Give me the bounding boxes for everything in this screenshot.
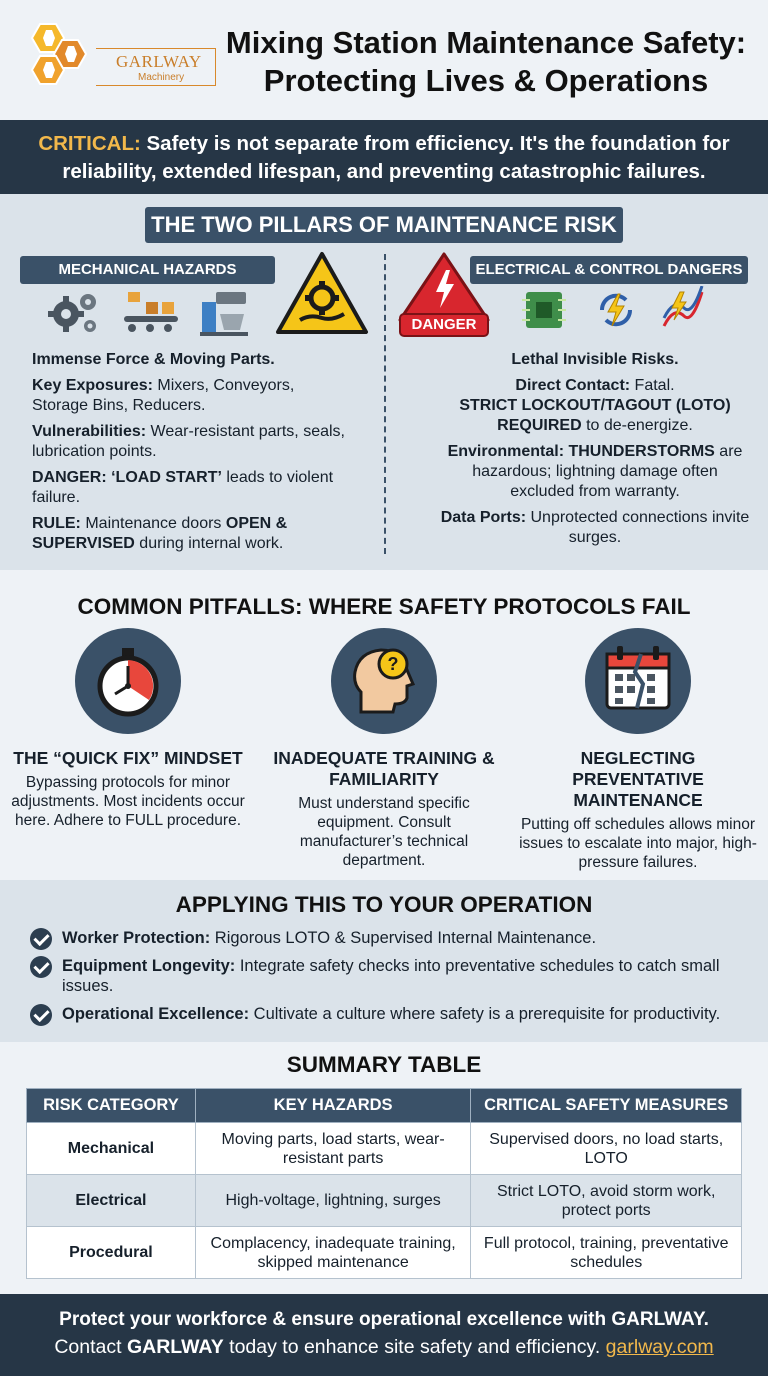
pitfall-text: Must understand specific equipment. Consult manufacturer’s technical department. (298, 795, 470, 869)
table-cell: Mechanical (27, 1123, 196, 1175)
table-cell: Supervised doors, no load starts, LOTO (471, 1123, 742, 1175)
load-start-label: DANGER: ‘LOAD START’ (32, 469, 222, 486)
pillars-title: THE TWO PILLARS OF MAINTENANCE RISK (145, 207, 623, 243)
footer (0, 1294, 768, 1376)
exposures-text: Mixers, Conveyors, Storage Bins, Reducers. (32, 377, 295, 414)
table-cell: Moving parts, load starts, wear-resistant parts (195, 1123, 471, 1175)
applying-list (30, 928, 750, 1032)
conveyor-icon (120, 288, 182, 338)
check-circle-icon (30, 1004, 52, 1026)
list-item (30, 928, 750, 948)
electrical-direct-contact (440, 376, 750, 436)
mechanical-danger (32, 468, 352, 508)
table-cell: Complacency, inadequate training, skipped maintenance (195, 1227, 471, 1279)
table-cell: Strict LOTO, avoid storm work, protect ports (471, 1175, 742, 1227)
vulnerabilities-label: Vulnerabilities: (32, 423, 147, 440)
gears-icon (46, 288, 102, 338)
pitfall-title: THE “QUICK FIX” MINDSET (13, 748, 243, 768)
footer-line-2 (0, 1334, 768, 1360)
footer-line-1: Protect your workforce & ensure operational excellence with GARLWAY. (59, 1309, 709, 1330)
page-title (212, 24, 760, 100)
header (0, 0, 768, 120)
pitfall-quick-fix (8, 628, 248, 830)
rule-label: RULE: (32, 515, 81, 532)
mechanical-vulnerabilities (32, 422, 352, 462)
mechanical-header: MECHANICAL HAZARDS (20, 256, 275, 284)
critical-text-a: Safety is not separate from efficiency. It's the foundation for (140, 132, 730, 155)
applying-title: APPLYING THIS TO YOUR OPERATION (175, 892, 593, 917)
footer-text-a: Contact (54, 1336, 127, 1358)
item-label: Worker Protection: (62, 929, 211, 947)
danger-sign-label: DANGER (411, 316, 477, 333)
direct-contact-text: Fatal. (630, 377, 675, 394)
summary-section (0, 1042, 768, 1294)
item-text: Rigorous LOTO & Supervised Internal Maintenance. (210, 929, 597, 947)
rule-text-a: Maintenance doors (80, 515, 226, 532)
table-cell: High-voltage, lightning, surges (195, 1175, 471, 1227)
pillars-section (0, 194, 768, 570)
data-ports-text: Unprotected connections invite surges. (526, 509, 750, 546)
critical-text-b: reliability, extended lifespan, and preventing catastrophic failures. (62, 160, 706, 183)
svg-text:?: ? (387, 654, 399, 674)
column-header: CRITICAL SAFETY MEASURES (471, 1089, 742, 1123)
pitfalls-section (0, 570, 768, 880)
footer-text-b: today to enhance site safety and efficiency. (223, 1336, 606, 1358)
mechanical-rule (32, 514, 352, 554)
item-label: Operational Excellence: (62, 1005, 250, 1023)
list-item (30, 956, 750, 996)
power-surge-icon (658, 286, 706, 334)
applying-section (0, 880, 768, 1042)
pitfall-text: Putting off schedules allows minor issues to escalate into major, high-pressure failures. (519, 816, 757, 871)
electrical-lead: Lethal Invisible Risks. (511, 351, 679, 368)
warning-hand-gear-icon (274, 250, 370, 336)
footer-brand: GARLWAY (126, 1336, 224, 1358)
pitfall-icon-circle (75, 628, 181, 734)
electrical-details (440, 350, 750, 554)
table-row (27, 1123, 742, 1175)
pitfalls-title: COMMON PITFALLS: WHERE SAFETY PROTOCOLS FAIL (77, 594, 691, 619)
summary-table (26, 1088, 742, 1279)
table-row (27, 1175, 742, 1227)
electrical-header: ELECTRICAL & CONTROL DANGERS (470, 256, 748, 284)
data-ports-label: Data Ports: (440, 509, 527, 526)
electrical-data-ports (440, 508, 750, 548)
environmental-label: Environmental: THUNDERSTORMS (447, 443, 715, 460)
mechanical-lead: Immense Force & Moving Parts. (32, 351, 275, 368)
list-item (30, 1004, 750, 1024)
loto-text: to de-energize. (581, 417, 693, 434)
load-start-text: leads to violent failure. (32, 469, 334, 506)
title-line-2: Protecting Lives & Operations (263, 63, 709, 98)
mixer-machine-icon (198, 288, 252, 338)
head-question-icon (331, 628, 437, 734)
column-header: KEY HAZARDS (195, 1089, 471, 1123)
stopwatch-icon (75, 628, 181, 734)
pitfall-icon-circle (585, 628, 691, 734)
pitfall-training (264, 628, 504, 870)
summary-title: SUMMARY TABLE (286, 1052, 482, 1077)
mechanical-exposures (32, 376, 352, 416)
item-text: Integrate safety checks into preventative schedules to catch small issues. (62, 957, 720, 995)
pitfall-icon-circle (331, 628, 437, 734)
table-row (27, 1227, 742, 1279)
mechanical-details (32, 350, 352, 560)
logo-subtitle: Machinery (138, 71, 185, 83)
check-circle-icon (30, 928, 52, 950)
environmental-text: are hazardous; lightning damage often excluded from warranty. (472, 443, 743, 500)
table-cell: Full protocol, training, preventative schedules (471, 1227, 742, 1279)
website-link[interactable]: garlway.com (605, 1336, 714, 1358)
direct-contact-label: Direct Contact: (515, 377, 631, 394)
pitfall-text: Bypassing protocols for minor adjustments. Most incidents occur here. Adhere to FULL procedure. (11, 774, 245, 829)
rule-text-b: during internal work. (134, 535, 284, 552)
electrical-environmental (440, 442, 750, 502)
column-header: RISK CATEGORY (27, 1089, 196, 1123)
vulnerabilities-text: Wear-resistant parts, seals, lubrication points. (32, 423, 345, 460)
item-text: Cultivate a culture where safety is a prerequisite for productivity. (249, 1005, 721, 1023)
title-line-1: Mixing Station Maintenance Safety: (225, 25, 747, 60)
check-circle-icon (30, 956, 52, 978)
pillars-divider (384, 254, 386, 554)
lightning-cycle-icon (592, 286, 640, 334)
item-label: Equipment Longevity: (62, 957, 236, 975)
logo-wordmark (96, 48, 216, 86)
logo-name: GARLWAY (116, 51, 202, 71)
circuit-board-icon (520, 286, 568, 334)
pitfall-title: INADEQUATE TRAINING & FAMILIARITY (273, 748, 495, 789)
loto-required: STRICT LOCKOUT/TAGOUT (LOTO) REQUIRED (459, 397, 731, 434)
critical-banner (0, 120, 768, 194)
broken-calendar-icon (585, 628, 691, 734)
table-cell: Procedural (27, 1227, 196, 1279)
pitfall-preventative (518, 628, 758, 872)
garlway-logo[interactable] (20, 22, 200, 90)
critical-label: CRITICAL: (38, 132, 141, 155)
exposures-label: Key Exposures: (32, 377, 153, 394)
table-header-row (27, 1089, 742, 1123)
rule-bold: OPEN & SUPERVISED (32, 515, 288, 552)
table-cell: Electrical (27, 1175, 196, 1227)
pitfall-title: NEGLECTING PREVENTATIVE MAINTENANCE (572, 748, 704, 810)
